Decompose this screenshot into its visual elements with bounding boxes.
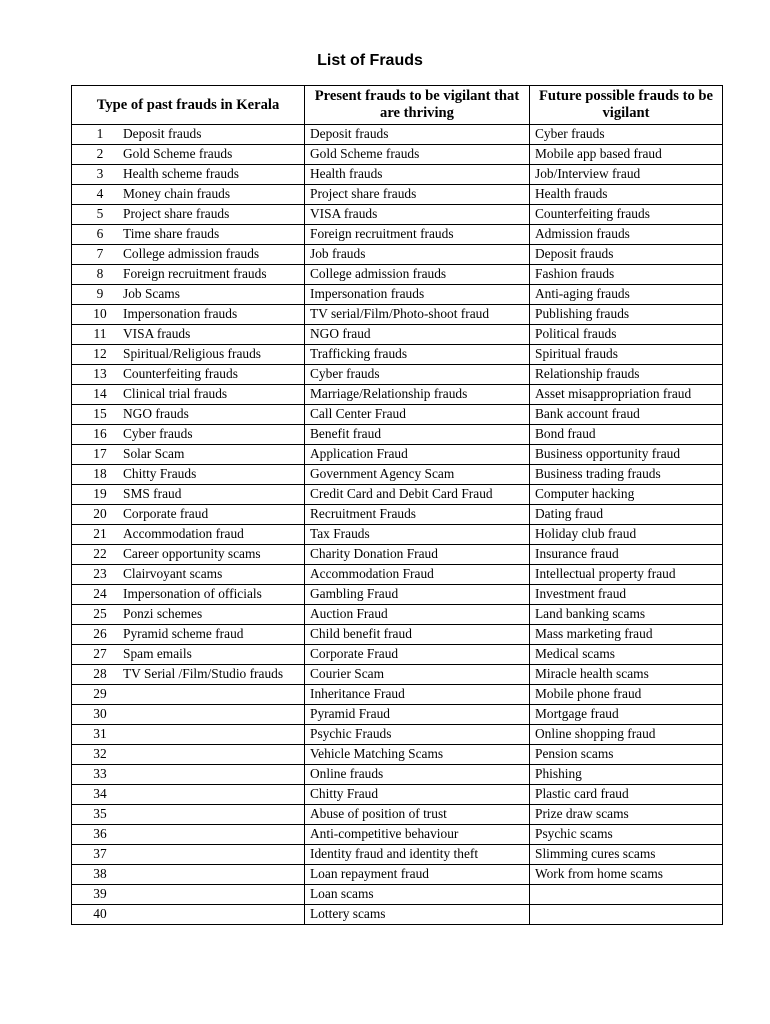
- future-fraud-cell: Holiday club fraud: [530, 525, 723, 545]
- future-fraud-cell: Business trading frauds: [530, 465, 723, 485]
- future-fraud-cell: Miracle health scams: [530, 665, 723, 685]
- row-number: 32: [93, 746, 107, 761]
- future-fraud-cell: Plastic card fraud: [530, 785, 723, 805]
- future-fraud-cell: Dating fraud: [530, 505, 723, 525]
- present-fraud-cell: Courier Scam: [305, 665, 530, 685]
- past-fraud-text: [123, 786, 301, 802]
- present-fraud-cell: Loan scams: [305, 885, 530, 905]
- present-fraud-cell: Charity Donation Fraud: [305, 545, 530, 565]
- row-number: 13: [93, 366, 107, 381]
- future-fraud-cell: Spiritual frauds: [530, 345, 723, 365]
- past-fraud-cell: [72, 145, 305, 165]
- past-fraud-cell: [72, 705, 305, 725]
- present-fraud-cell: Application Fraud: [305, 445, 530, 465]
- present-fraud-cell: College admission frauds: [305, 265, 530, 285]
- past-fraud-cell: [72, 745, 305, 765]
- future-fraud-cell: Mobile app based fraud: [530, 145, 723, 165]
- table-row: [72, 405, 723, 425]
- table-row: [72, 505, 723, 525]
- table-row: [72, 285, 723, 305]
- row-number: 3: [96, 166, 104, 181]
- past-fraud-cell: [72, 505, 305, 525]
- past-fraud-text: [123, 906, 301, 922]
- future-fraud-cell: Mortgage fraud: [530, 705, 723, 725]
- header-past-frauds: Type of past frauds in Kerala: [72, 86, 305, 125]
- past-fraud-text: Spiritual/Religious frauds: [123, 346, 261, 361]
- past-fraud-cell: [72, 225, 305, 245]
- past-fraud-cell: [72, 545, 305, 565]
- past-fraud-cell: [72, 805, 305, 825]
- row-number: 19: [93, 486, 107, 501]
- table-row: [72, 605, 723, 625]
- table-row: [72, 565, 723, 585]
- present-fraud-cell: TV serial/Film/Photo-shoot fraud: [305, 305, 530, 325]
- present-fraud-cell: Child benefit fraud: [305, 625, 530, 645]
- table-row: [72, 845, 723, 865]
- past-fraud-text: Impersonation frauds: [123, 306, 238, 321]
- row-number: 2: [96, 146, 104, 161]
- present-fraud-cell: VISA frauds: [305, 205, 530, 225]
- table-row: [72, 625, 723, 645]
- present-fraud-cell: Health frauds: [305, 165, 530, 185]
- row-number: 35: [93, 806, 107, 821]
- future-fraud-cell: Computer hacking: [530, 485, 723, 505]
- present-fraud-cell: Foreign recruitment frauds: [305, 225, 530, 245]
- future-fraud-cell: Admission frauds: [530, 225, 723, 245]
- row-number: 10: [93, 306, 107, 321]
- past-fraud-cell: [72, 445, 305, 465]
- past-fraud-text: TV Serial /Film/Studio frauds: [123, 666, 284, 681]
- row-number: 1: [96, 126, 104, 141]
- row-number: 4: [96, 186, 104, 201]
- past-fraud-text: NGO frauds: [123, 406, 189, 421]
- row-number: 33: [93, 766, 107, 781]
- past-fraud-cell: [72, 465, 305, 485]
- present-fraud-cell: Vehicle Matching Scams: [305, 745, 530, 765]
- past-fraud-text: Impersonation of officials: [123, 586, 262, 601]
- present-fraud-cell: Pyramid Fraud: [305, 705, 530, 725]
- past-fraud-text: Project share frauds: [123, 206, 230, 221]
- past-fraud-cell: [72, 125, 305, 145]
- table-row: [72, 305, 723, 325]
- table-row: [72, 785, 723, 805]
- past-fraud-cell: [72, 165, 305, 185]
- present-fraud-cell: Tax Frauds: [305, 525, 530, 545]
- table-row: [72, 545, 723, 565]
- future-fraud-cell: Intellectual property fraud: [530, 565, 723, 585]
- past-fraud-text: Career opportunity scams: [123, 546, 261, 561]
- past-fraud-text: [123, 886, 301, 902]
- table-row: [72, 705, 723, 725]
- row-number: 8: [96, 266, 104, 281]
- past-fraud-text: [123, 806, 301, 822]
- past-fraud-text: Job Scams: [123, 286, 180, 301]
- row-number: 28: [93, 666, 107, 681]
- future-fraud-cell: Political frauds: [530, 325, 723, 345]
- row-number: 24: [93, 586, 107, 601]
- future-fraud-cell: Bank account fraud: [530, 405, 723, 425]
- table-row: [72, 685, 723, 705]
- present-fraud-cell: Recruitment Frauds: [305, 505, 530, 525]
- past-fraud-text: Clairvoyant scams: [123, 566, 223, 581]
- table-row: [72, 345, 723, 365]
- past-fraud-cell: [72, 825, 305, 845]
- row-number: 16: [93, 426, 107, 441]
- past-fraud-text: [123, 766, 301, 782]
- future-fraud-cell: Deposit frauds: [530, 245, 723, 265]
- past-fraud-text: Accommodation fraud: [123, 526, 244, 541]
- past-fraud-text: VISA frauds: [123, 326, 191, 341]
- past-fraud-text: Pyramid scheme fraud: [123, 626, 244, 641]
- future-fraud-cell: Medical scams: [530, 645, 723, 665]
- past-fraud-cell: [72, 565, 305, 585]
- present-fraud-cell: Impersonation frauds: [305, 285, 530, 305]
- past-fraud-cell: [72, 625, 305, 645]
- table-row: [72, 145, 723, 165]
- past-fraud-cell: [72, 685, 305, 705]
- past-fraud-text: Time share frauds: [123, 226, 220, 241]
- present-fraud-cell: Call Center Fraud: [305, 405, 530, 425]
- past-fraud-cell: [72, 265, 305, 285]
- future-fraud-cell: Job/Interview fraud: [530, 165, 723, 185]
- future-fraud-cell: Counterfeiting frauds: [530, 205, 723, 225]
- row-number: 7: [96, 246, 104, 261]
- past-fraud-cell: [72, 245, 305, 265]
- past-fraud-text: [123, 846, 301, 862]
- past-fraud-text: [123, 706, 301, 722]
- table-row: [72, 185, 723, 205]
- row-number: 21: [93, 526, 107, 541]
- present-fraud-cell: Auction Fraud: [305, 605, 530, 625]
- past-fraud-cell: [72, 605, 305, 625]
- past-fraud-cell: [72, 885, 305, 905]
- present-fraud-cell: Project share frauds: [305, 185, 530, 205]
- row-number: 12: [93, 346, 107, 361]
- table-row: [72, 265, 723, 285]
- row-number: 9: [96, 286, 104, 301]
- future-fraud-cell: Asset misappropriation fraud: [530, 385, 723, 405]
- table-row: [72, 725, 723, 745]
- future-fraud-cell: Prize draw scams: [530, 805, 723, 825]
- table-row: [72, 125, 723, 145]
- past-fraud-cell: [72, 305, 305, 325]
- past-fraud-text: Ponzi schemes: [123, 606, 203, 621]
- table-row: [72, 865, 723, 885]
- future-fraud-cell: Mass marketing fraud: [530, 625, 723, 645]
- table-row: [72, 825, 723, 845]
- past-fraud-text: Health scheme frauds: [123, 166, 240, 181]
- table-row: [72, 525, 723, 545]
- frauds-table: [71, 85, 723, 925]
- past-fraud-cell: [72, 525, 305, 545]
- present-fraud-cell: Abuse of position of trust: [305, 805, 530, 825]
- row-number: 40: [93, 906, 107, 921]
- past-fraud-text: Solar Scam: [123, 446, 185, 461]
- past-fraud-cell: [72, 785, 305, 805]
- past-fraud-text: [123, 686, 301, 702]
- table-row: [72, 765, 723, 785]
- past-fraud-text: College admission frauds: [123, 246, 260, 261]
- future-fraud-cell: Pension scams: [530, 745, 723, 765]
- table-row: [72, 245, 723, 265]
- table-row: [72, 485, 723, 505]
- past-fraud-text: Cyber frauds: [123, 426, 193, 441]
- present-fraud-cell: Gold Scheme frauds: [305, 145, 530, 165]
- present-fraud-cell: Trafficking frauds: [305, 345, 530, 365]
- present-fraud-cell: Cyber frauds: [305, 365, 530, 385]
- table-row: [72, 465, 723, 485]
- header-present-frauds: Present frauds to be vigilant that are thriving: [305, 86, 530, 125]
- future-fraud-cell: [530, 905, 723, 925]
- table-row: [72, 805, 723, 825]
- past-fraud-cell: [72, 645, 305, 665]
- future-fraud-cell: [530, 885, 723, 905]
- table-row: [72, 325, 723, 345]
- future-fraud-cell: Mobile phone fraud: [530, 685, 723, 705]
- present-fraud-cell: NGO fraud: [305, 325, 530, 345]
- table-row: [72, 645, 723, 665]
- row-number: 20: [93, 506, 107, 521]
- row-number: 25: [93, 606, 107, 621]
- future-fraud-cell: Business opportunity fraud: [530, 445, 723, 465]
- present-fraud-cell: Accommodation Fraud: [305, 565, 530, 585]
- table-row: [72, 585, 723, 605]
- row-number: 36: [93, 826, 107, 841]
- present-fraud-cell: Online frauds: [305, 765, 530, 785]
- past-fraud-text: [123, 826, 301, 842]
- table-body: [72, 125, 723, 925]
- row-number: 5: [96, 206, 104, 221]
- table-row: [72, 385, 723, 405]
- row-number: 30: [93, 706, 107, 721]
- past-fraud-cell: [72, 405, 305, 425]
- future-fraud-cell: Slimming cures scams: [530, 845, 723, 865]
- present-fraud-cell: Psychic Frauds: [305, 725, 530, 745]
- row-number: 22: [93, 546, 107, 561]
- past-fraud-cell: [72, 485, 305, 505]
- present-fraud-cell: Benefit fraud: [305, 425, 530, 445]
- row-number: 18: [93, 466, 107, 481]
- past-fraud-cell: [72, 845, 305, 865]
- row-number: 14: [93, 386, 107, 401]
- row-number: 6: [96, 226, 104, 241]
- row-number: 38: [93, 866, 107, 881]
- future-fraud-cell: Online shopping fraud: [530, 725, 723, 745]
- past-fraud-text: Foreign recruitment frauds: [123, 266, 267, 281]
- past-fraud-text: Counterfeiting frauds: [123, 366, 238, 381]
- row-number: 17: [93, 446, 107, 461]
- present-fraud-cell: Marriage/Relationship frauds: [305, 385, 530, 405]
- present-fraud-cell: Inheritance Fraud: [305, 685, 530, 705]
- row-number: 29: [93, 686, 107, 701]
- row-number: 34: [93, 786, 107, 801]
- row-number: 39: [93, 886, 107, 901]
- future-fraud-cell: Anti-aging frauds: [530, 285, 723, 305]
- present-fraud-cell: Job frauds: [305, 245, 530, 265]
- past-fraud-text: Deposit frauds: [123, 126, 202, 141]
- past-fraud-text: SMS fraud: [123, 486, 182, 501]
- future-fraud-cell: Phishing: [530, 765, 723, 785]
- future-fraud-cell: Relationship frauds: [530, 365, 723, 385]
- present-fraud-cell: Corporate Fraud: [305, 645, 530, 665]
- future-fraud-cell: Publishing frauds: [530, 305, 723, 325]
- past-fraud-cell: [72, 285, 305, 305]
- present-fraud-cell: Government Agency Scam: [305, 465, 530, 485]
- future-fraud-cell: Land banking scams: [530, 605, 723, 625]
- past-fraud-cell: [72, 345, 305, 365]
- present-fraud-cell: Credit Card and Debit Card Fraud: [305, 485, 530, 505]
- page-title: List of Frauds: [317, 52, 423, 69]
- row-number: 11: [93, 326, 107, 341]
- past-fraud-cell: [72, 865, 305, 885]
- past-fraud-text: Corporate fraud: [123, 506, 209, 521]
- past-fraud-cell: [72, 325, 305, 345]
- past-fraud-text: Chitty Frauds: [123, 466, 197, 481]
- row-number: 15: [93, 406, 107, 421]
- present-fraud-cell: Lottery scams: [305, 905, 530, 925]
- future-fraud-cell: Bond fraud: [530, 425, 723, 445]
- future-fraud-cell: Insurance fraud: [530, 545, 723, 565]
- row-number: 37: [93, 846, 107, 861]
- present-fraud-cell: Deposit frauds: [305, 125, 530, 145]
- future-fraud-cell: Health frauds: [530, 185, 723, 205]
- present-fraud-cell: Identity fraud and identity theft: [305, 845, 530, 865]
- past-fraud-cell: [72, 205, 305, 225]
- table-row: [72, 445, 723, 465]
- past-fraud-cell: [72, 185, 305, 205]
- past-fraud-cell: [72, 665, 305, 685]
- table-row: [72, 165, 723, 185]
- present-fraud-cell: Anti-competitive behaviour: [305, 825, 530, 845]
- past-fraud-text: [123, 866, 301, 882]
- row-number: 31: [93, 726, 107, 741]
- past-fraud-text: Gold Scheme frauds: [123, 146, 233, 161]
- table-row: [72, 885, 723, 905]
- row-number: 23: [93, 566, 107, 581]
- past-fraud-cell: [72, 385, 305, 405]
- past-fraud-text: Clinical trial frauds: [123, 386, 228, 401]
- past-fraud-cell: [72, 365, 305, 385]
- table-row: [72, 745, 723, 765]
- past-fraud-text: Spam emails: [123, 646, 192, 661]
- future-fraud-cell: Cyber frauds: [530, 125, 723, 145]
- past-fraud-cell: [72, 425, 305, 445]
- future-fraud-cell: Fashion frauds: [530, 265, 723, 285]
- present-fraud-cell: Gambling Fraud: [305, 585, 530, 605]
- future-fraud-cell: Work from home scams: [530, 865, 723, 885]
- table-row: [72, 425, 723, 445]
- past-fraud-cell: [72, 585, 305, 605]
- present-fraud-cell: Chitty Fraud: [305, 785, 530, 805]
- future-fraud-cell: Investment fraud: [530, 585, 723, 605]
- row-number: 27: [93, 646, 107, 661]
- table-row: [72, 205, 723, 225]
- past-fraud-cell: [72, 905, 305, 925]
- table-row: [72, 365, 723, 385]
- table-row: [72, 665, 723, 685]
- past-fraud-text: [123, 746, 301, 762]
- table-header-row: [72, 86, 723, 125]
- past-fraud-text: Money chain frauds: [123, 186, 231, 201]
- row-number: 26: [93, 626, 107, 641]
- table-row: [72, 225, 723, 245]
- past-fraud-text: [123, 726, 301, 742]
- header-future-frauds: Future possible frauds to be vigilant: [530, 86, 723, 125]
- table-row: [72, 905, 723, 925]
- past-fraud-cell: [72, 725, 305, 745]
- future-fraud-cell: Psychic scams: [530, 825, 723, 845]
- present-fraud-cell: Loan repayment fraud: [305, 865, 530, 885]
- past-fraud-cell: [72, 765, 305, 785]
